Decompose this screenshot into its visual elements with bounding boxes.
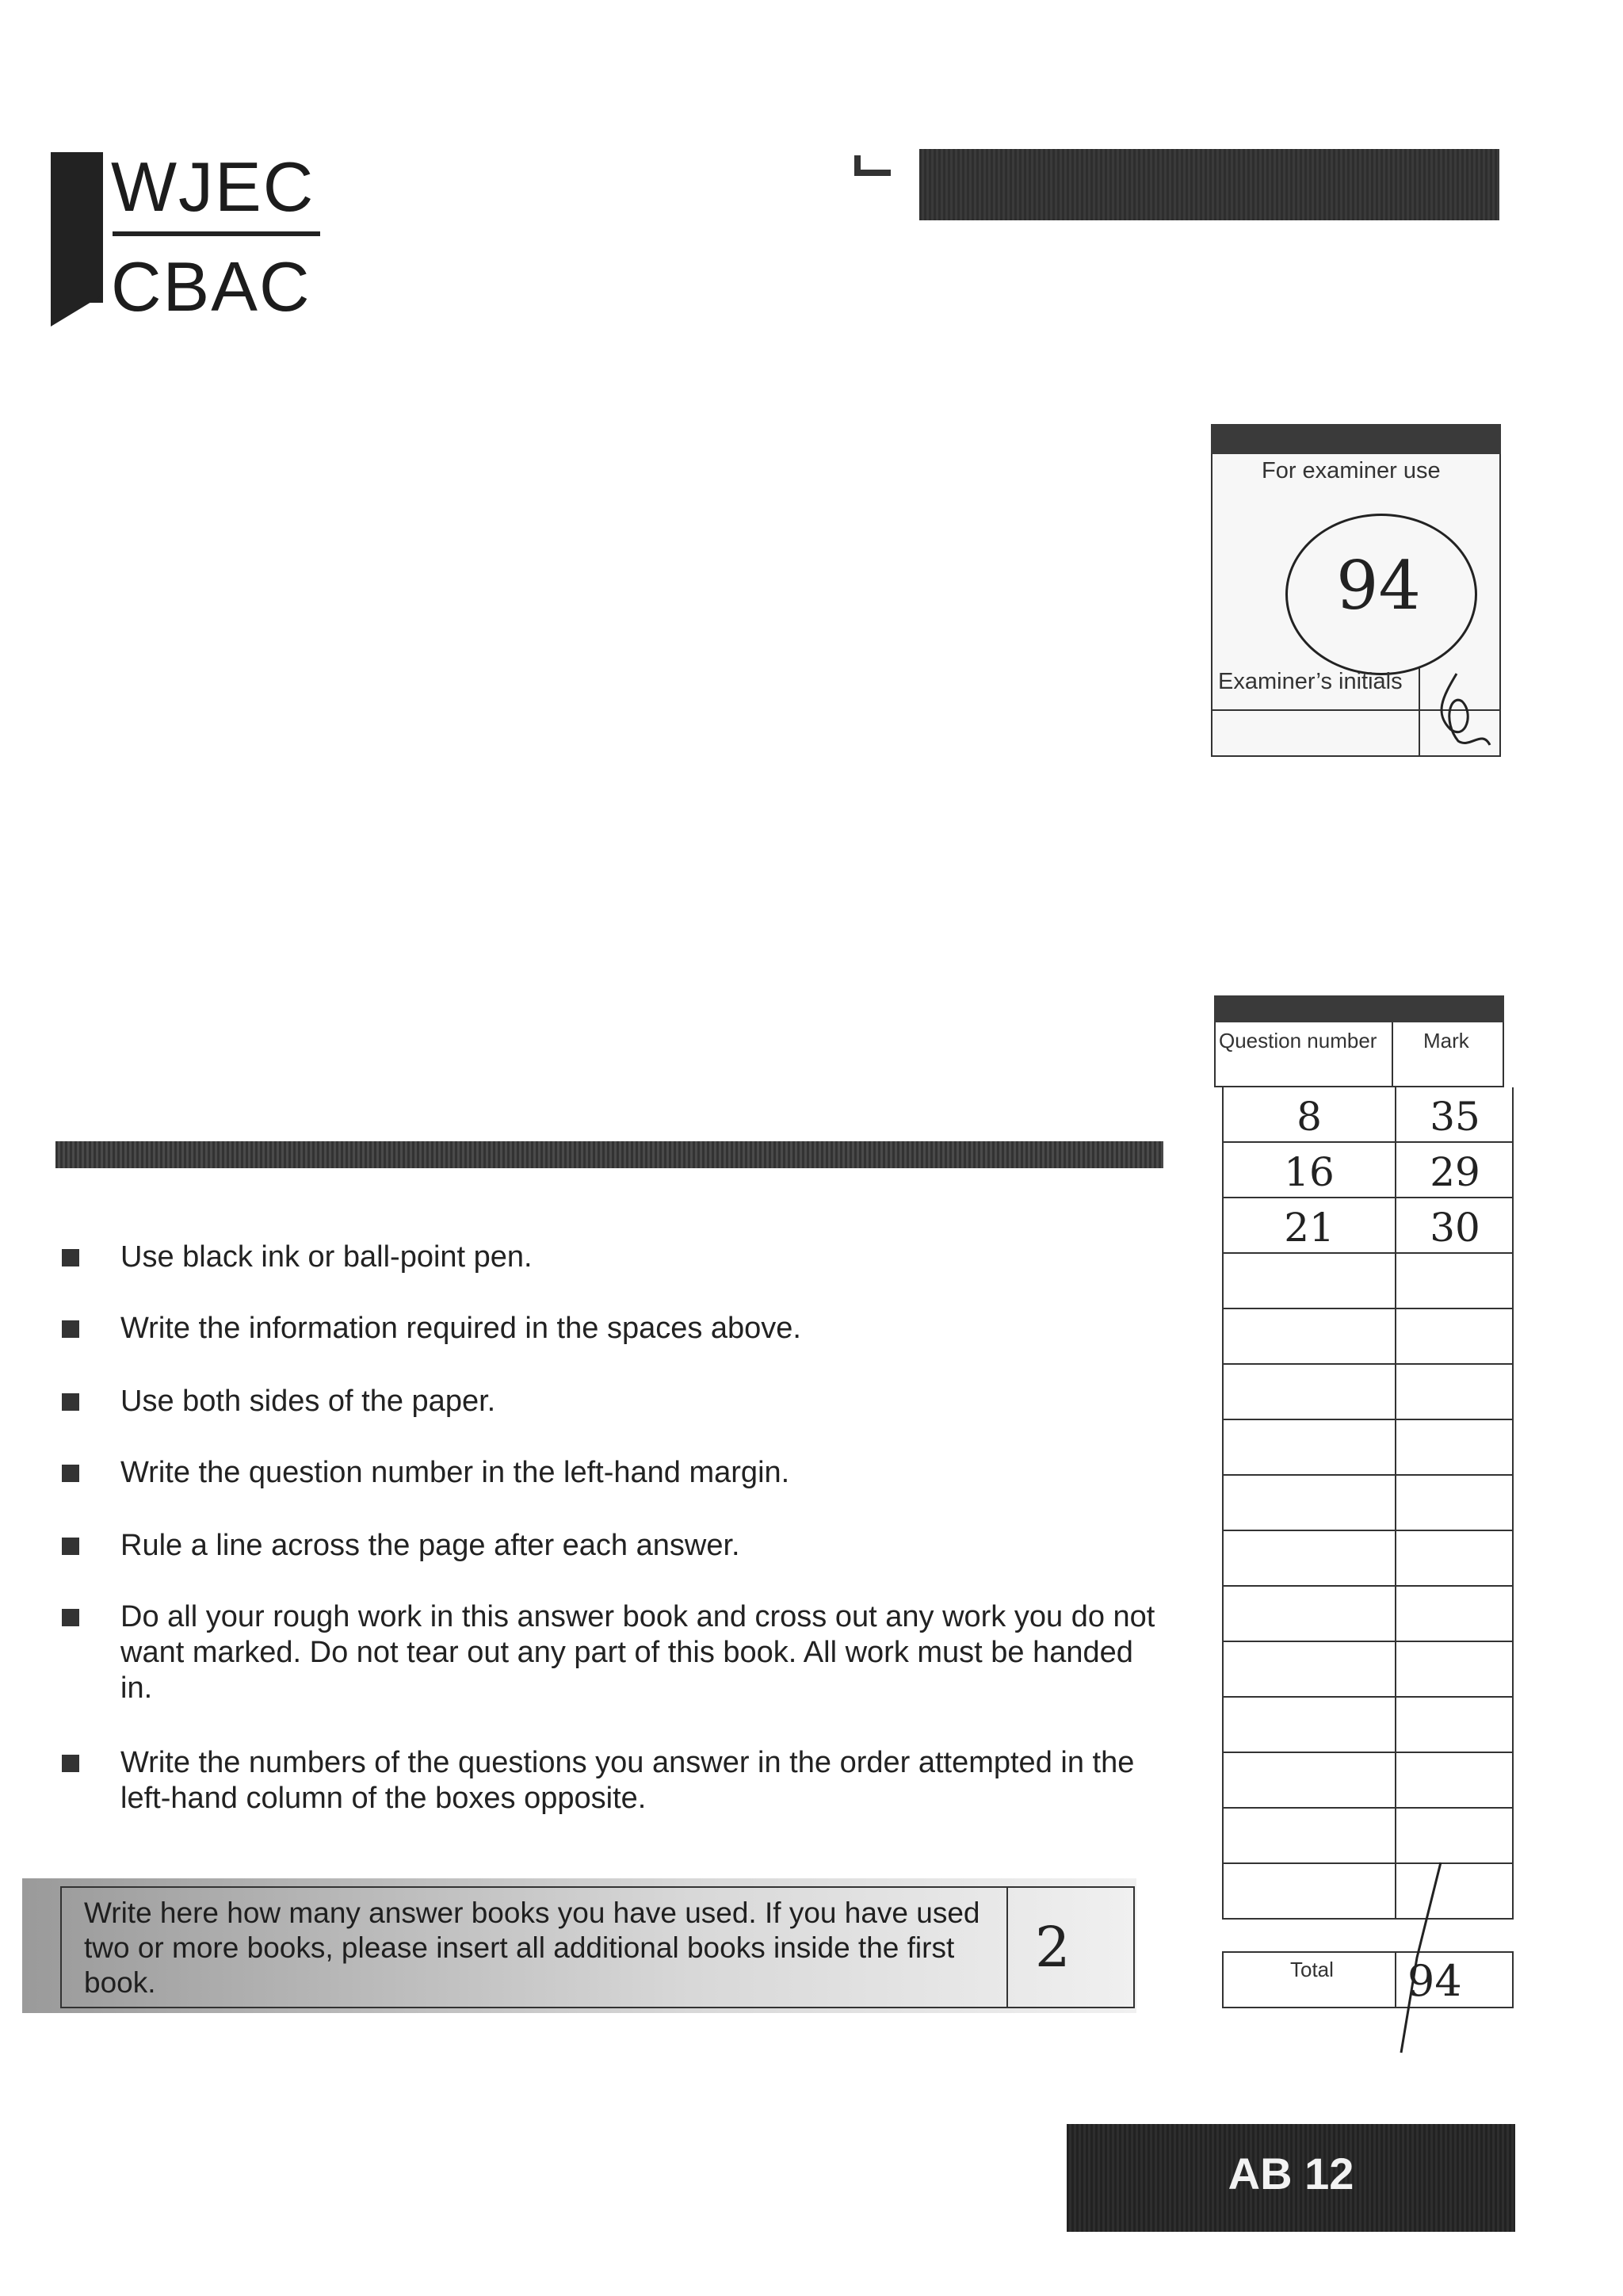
table-row [1222, 1587, 1514, 1642]
table-row [1222, 1254, 1514, 1309]
candidate-info-bar [919, 149, 1499, 220]
mark-cell: 29 [1430, 1149, 1480, 1195]
bullet-icon [62, 1249, 79, 1266]
instruction-item: Write the question number in the left-hand margin. [55, 1455, 1157, 1493]
row-divider [1395, 1420, 1396, 1474]
table-row [1222, 1698, 1514, 1753]
corner-mark [854, 155, 891, 176]
instruction-item: Use both sides of the paper. [55, 1384, 1157, 1422]
examiner-score: 94 [1336, 547, 1421, 625]
form-code: AB 12 [1228, 2149, 1354, 2199]
examiner-initials-label: Examiner’s initials [1218, 669, 1403, 694]
table-row [1222, 1753, 1514, 1809]
total-row [1222, 1951, 1514, 2008]
examiner-box-header [1211, 424, 1501, 454]
table-row [1222, 1642, 1514, 1698]
table-row [1222, 1309, 1514, 1365]
total-check-stroke [1385, 1855, 1449, 2061]
row-divider [1395, 1476, 1396, 1530]
bullet-icon [62, 1320, 79, 1338]
question-number-cell: 21 [1284, 1205, 1335, 1251]
row-divider [1395, 1753, 1396, 1807]
table-row [1222, 1809, 1514, 1864]
bullet-icon [62, 1393, 79, 1411]
row-divider [1395, 1531, 1396, 1585]
table-row [1222, 1143, 1514, 1198]
table-row [1222, 1198, 1514, 1254]
row-divider [1395, 1365, 1396, 1419]
row-divider [1395, 1642, 1396, 1696]
row-divider [1395, 1254, 1396, 1308]
table-row [1222, 1420, 1514, 1476]
logo-bar [51, 152, 103, 303]
instruction-item: Write the information required in the spaces above. [55, 1311, 1157, 1349]
mark-cell: 30 [1430, 1205, 1480, 1251]
instruction-item: Do all your rough work in this answer book and cross out any work you do not want marked. Do not tear out any part of this book. All work must be handed in. [55, 1599, 1157, 1710]
bullet-icon [62, 1755, 79, 1772]
answer-books-text: Write here how many answer books you have used. If you have used two or more books, please insert all additional books inside the first book. [84, 1897, 980, 1999]
bullet-icon [62, 1538, 79, 1555]
logo-rule [113, 231, 320, 236]
table-row [1222, 1087, 1514, 1143]
question-number-header: Question number [1219, 1029, 1377, 1052]
table-row [1222, 1531, 1514, 1587]
table-row [1222, 1365, 1514, 1420]
bullet-icon [62, 1465, 79, 1482]
logo-cbac: CBAC [111, 247, 311, 326]
instruction-item: Rule a line across the page after each answer. [55, 1528, 1157, 1566]
table-row [1222, 1476, 1514, 1531]
logo-notch [51, 295, 103, 327]
instructions-divider [55, 1141, 1163, 1168]
row-divider [1395, 1698, 1396, 1752]
bullet-icon [62, 1609, 79, 1626]
total-label: Total [1290, 1958, 1334, 1981]
initials-signature [1426, 666, 1498, 753]
row-divider [1395, 1309, 1396, 1363]
question-number-cell: 16 [1284, 1149, 1335, 1195]
mark-table-header-strip [1214, 995, 1504, 1022]
answer-books-count: 2 [1035, 1915, 1071, 1980]
question-number-cell: 8 [1296, 1094, 1322, 1140]
examiner-use-label: For examiner use [1262, 458, 1441, 483]
instruction-item: Use black ink or ball-point pen. [55, 1240, 1157, 1278]
mark-header: Mark [1423, 1029, 1469, 1052]
instruction-item: Write the numbers of the questions you answer in the order attempted in the left-hand column of the boxes opposite. [55, 1745, 1157, 1821]
mark-cell: 35 [1430, 1094, 1480, 1140]
row-divider [1395, 1587, 1396, 1641]
answer-books-divider [1006, 1886, 1008, 2008]
total-value: 94 [1407, 1956, 1462, 2006]
logo-wjec: WJEC [111, 147, 315, 226]
table-row [1222, 1864, 1514, 1920]
mark-table-header-divider [1392, 1022, 1393, 1087]
